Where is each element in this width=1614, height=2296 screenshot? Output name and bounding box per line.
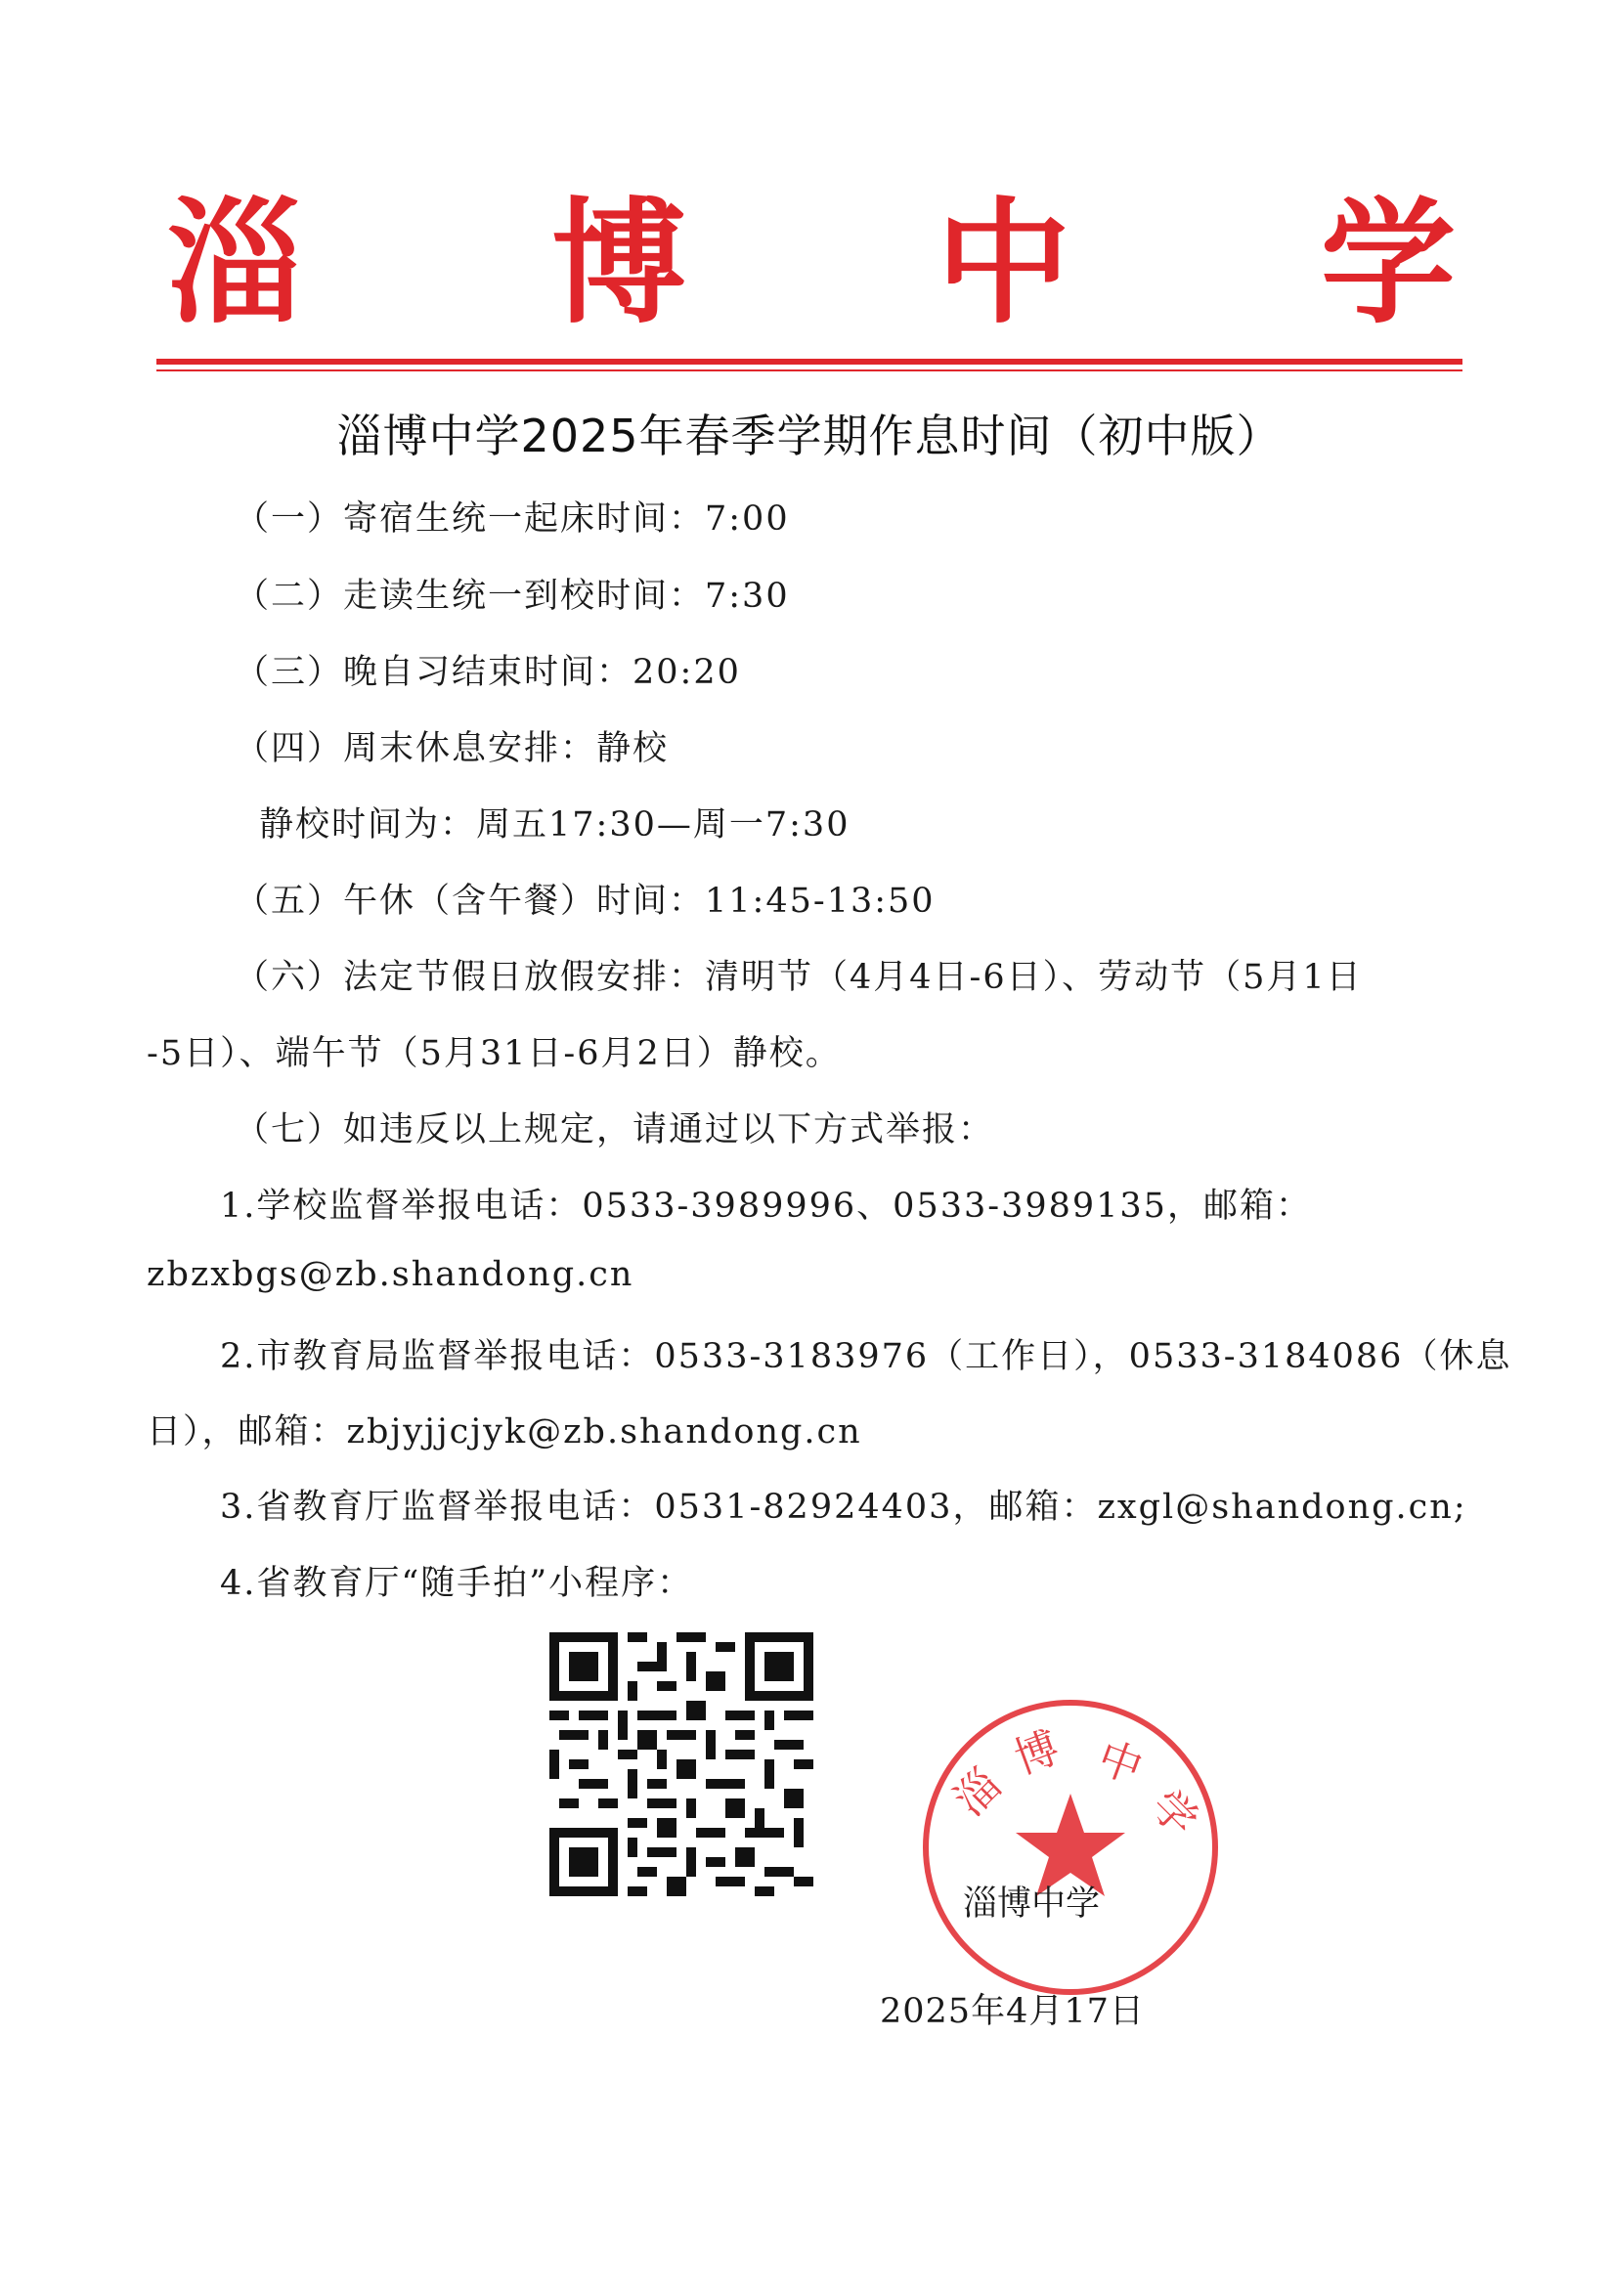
item-7-report-intro: （七）如违反以上规定，请通过以下方式举报：: [235, 1110, 995, 1149]
report-1-school-line-1: 1.学校监督举报电话：0533-3989996、0533-3989135，邮箱：: [220, 1187, 1312, 1226]
svg-text:学: 学: [1141, 1780, 1207, 1846]
item-5-noon-break: （五）午休（含午餐）时间：11:45-13:50: [235, 882, 936, 921]
official-seal: [914, 1691, 1227, 2004]
report-2-city-line-1: 2.市教育局监督举报电话：0533-3183976（工作日），0533-3184086（休息: [220, 1337, 1512, 1376]
svg-text:中: 中: [1091, 1732, 1150, 1795]
report-2-city-line-2: 日），邮箱：zbjyjjcjyk@zb.shandong.cn: [147, 1412, 862, 1451]
item-2-day-student-arrival: （二）走读生统一到校时间：7:30: [235, 577, 790, 616]
masthead-school-name: [156, 186, 1466, 342]
signature-school-name: 淄博中学: [963, 1884, 1101, 1924]
masthead-char-2: 博: [551, 185, 687, 342]
item-4-weekend-arrangement: （四）周末休息安排：静校: [235, 729, 670, 768]
report-4-mini-program: 4.省教育厅“随手拍”小程序：: [220, 1564, 694, 1603]
masthead-char-1: 淄: [166, 185, 302, 342]
item-1-boarding-wakeup: （一）寄宿生统一起床时间：7:00: [235, 499, 790, 539]
header-rule-thick: [156, 359, 1462, 365]
svg-text:淄: 淄: [944, 1759, 1011, 1826]
signature-date: 2025年4月17日: [880, 1992, 1145, 2031]
header-rule-thin: [156, 369, 1462, 371]
masthead-char-3: 中: [936, 185, 1071, 342]
report-3-province-line: 3.省教育厅监督举报电话：0531-82924403，邮箱：zxgl@shandong.cn;: [220, 1488, 1467, 1527]
item-6-holiday-line-2: -5日）、端午节（5月31日-6月2日）静校。: [147, 1034, 842, 1073]
item-6-holiday-line-1: （六）法定节假日放假安排：清明节（4月4日-6日）、劳动节（5月1日: [235, 958, 1363, 997]
qr-code: [549, 1632, 813, 1896]
document-title: 淄博中学2025年春季学期作息时间（初中版）: [336, 410, 1283, 462]
svg-text:博: 博: [1008, 1722, 1067, 1785]
item-3-evening-study-end: （三）晚自习结束时间：20:20: [235, 653, 741, 692]
item-4-quiet-campus-time: 静校时间为：周五17:30—周一7:30: [259, 805, 851, 845]
masthead-char-4: 学: [1320, 185, 1456, 342]
report-1-school-email: zbzxbgs@zb.shandong.cn: [147, 1255, 634, 1294]
